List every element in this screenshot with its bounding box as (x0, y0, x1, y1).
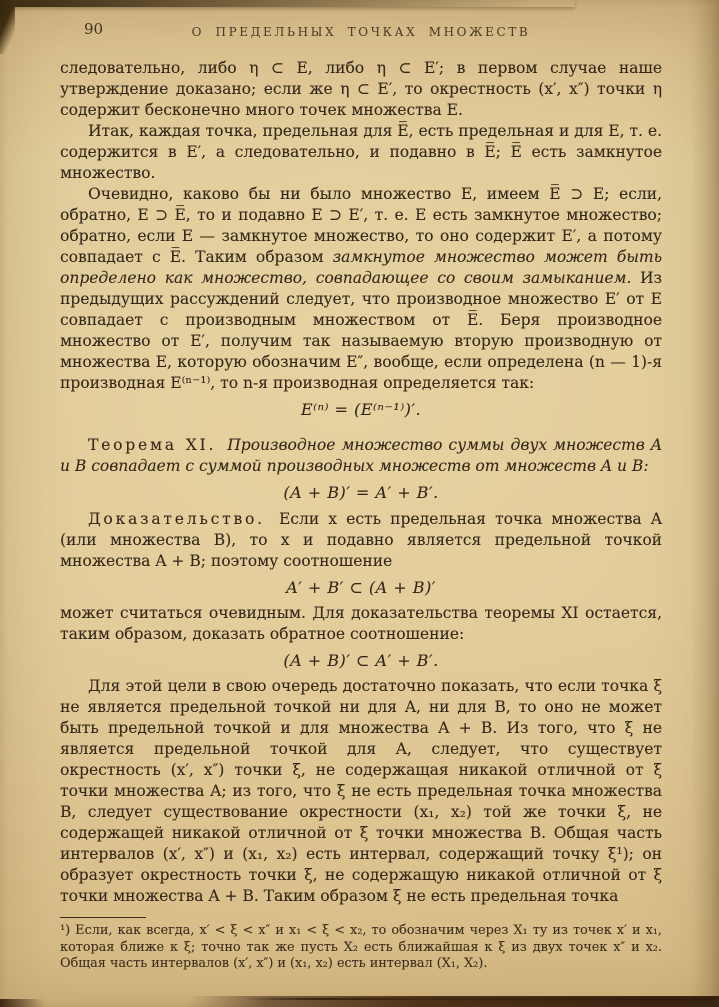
paragraph-text: Из предыдущих рассуждений следует, что производное множество E′ от E совпадает с производным множеством от E̅. Беря производное множество от E′, получим так называемую вторую производную от множества E, которую обозначим E″, вообще, если определена (n — 1)-я производная E⁽ⁿ⁻¹⁾, то n-я производная определяется так: (60, 269, 663, 392)
footnote-rule (60, 917, 146, 918)
page-body (60, 58, 662, 973)
proof-text: Если x есть предельная точка множества A (или множества B), то x и подавно является предельной точкой множества A + B; поэтому соотношение (60, 510, 662, 570)
running-title: О ПРЕДЕЛЬНЫХ ТОЧКАХ МНОЖЕСТВ (191, 25, 531, 39)
proof-paragraph (60, 509, 662, 572)
paragraph-continuation: следовательно, либо η ⊂ E, либо η ⊂ E′; в первом случае наше утверждение доказано; если же η ⊂ E′, то окрестность (x′, x″) точки η содержит бесконечно много точек множества E. (60, 59, 662, 119)
footnote-area (60, 917, 662, 973)
formula-sum-of-derivatives: (A + B)′ = A′ + B′. (283, 483, 439, 502)
scan-edge-right (691, 0, 719, 1007)
formula-subset-reverse: (A + B)′ ⊂ A′ + B′. (283, 651, 439, 670)
paragraph-continuation: может считаться очевидным. Для доказательства теоремы XI остается, таким образом, доказать обратное соотношение: (60, 604, 662, 643)
theorem-statement: Производное множество суммы двух множеств A и B совпадает с суммой производных множеств от множеств A и B: (60, 436, 663, 475)
proof-label: Доказательство. (88, 510, 265, 528)
paragraph: Итак, каждая точка, предельная для E̅, есть предельная и для E, т. е. содержится в E′, а следовательно, и подавно в E̅; E̅ есть замкнутое множество. (60, 122, 663, 182)
formula-nth-derivative: E⁽ⁿ⁾ = (E⁽ⁿ⁻¹⁾)′. (300, 400, 422, 419)
paragraph (60, 184, 662, 394)
scan-corner-bottom-left (0, 999, 62, 1007)
theorem-label: Теорема XI. (88, 436, 217, 454)
scan-edge-bottom (0, 996, 719, 1007)
footnote-text: ¹) Если, как всегда, x′ < ξ < x″ и x₁ < ξ < x₂, то обозначим через X₁ ту из точек x′ и x₁, которая ближе к ξ; точно так же пусть X₂ есть ближайшая к ξ из двух точек x″ и x₂. Общая часть интервалов (x′, x″) и (x₁, x₂) есть интервал (X₁, X₂). (60, 923, 662, 971)
theorem-paragraph (60, 435, 662, 477)
paragraph: Для этой цели в свою очередь достаточно показать, что если точка ξ не является предельной точкой ни для A, ни для B, то оно не может быть предельной точкой и для множества A + B. Из того, что ξ не является предельной точкой для A, следует, что существует окрестность (x′, x″) точки ξ, не содержащая никакой отличной от ξ точки множества A; из того, что ξ не есть предельная точка множества B, следует существование окрестности (x₁, x₂) той же точки ξ, не содержащей никакой отличной от ξ точки множества B. Общая часть интервалов (x′, x″) и (x₁, x₂) есть интервал, содержащий точку ξ¹); он образует окрестность точки ξ, не содержащую никакой отличной от ξ точки множества A + B. Таким образом ξ не есть предельная точка (60, 677, 662, 905)
page-header (60, 20, 662, 44)
paragraph-text: Очевидно, каково бы ни было множество E, имеем E̅ ⊃ E; если, обратно, E ⊃ E̅, то и подавно E ⊃ E′, т. е. E есть замкнутое множество; обратно, если E — замкнутое множество, то оно содержит E′, а потому совпадает с E̅. Таким образом (60, 185, 662, 266)
emphasized-definition: замкнутое множество может быть определено как множество, совпадающее со своим замыканием. (60, 248, 663, 287)
scan-corner-top-left (0, 0, 15, 54)
page-number: 90 (84, 20, 104, 38)
formula-subset-forward: A′ + B′ ⊂ (A + B)′ (286, 578, 436, 597)
scan-edge-top (0, 0, 575, 7)
